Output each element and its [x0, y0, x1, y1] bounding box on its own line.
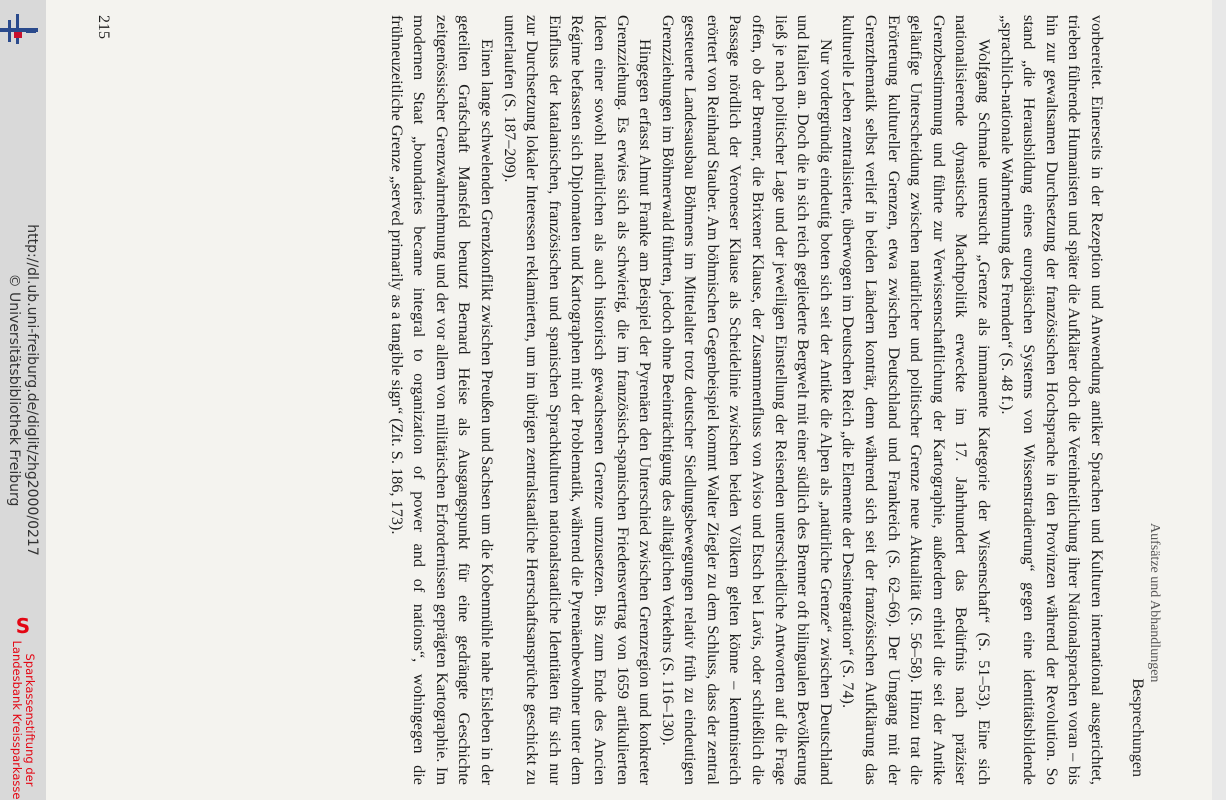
- source-url-strip: [0, 0, 46, 800]
- paragraph: Einen lange schwelenden Grenzkonflikt zwischen Preußen und Sachsen um die Kobenmühle nahe Eisleben in der geteilten Grafschaft Mansfeld benutzt Bernard Heise als Ausgangspunkt für eine gedrängte Geschichte zeitgenössischer Grenzwahrnehmung und der vor allem von militärischen Erfordernissen geprägten Kartographie. Im modernen Staat „boundaries became integral to organization of power and of nations“, wohingegen die frühneuzeitliche Grenze „served primarily as a tangible sign“ (Zit. S. 186, 173).: [387, 15, 497, 785]
- paragraph: Wolfgang Schmale untersucht „Grenze als immanente Kategorie der Wissenschaft“ (S. 51–53). Eine sich nationalisierende dynastische Machtpolitik erweckte im 17. Jahrhundert das Bedürfnis nach präziser Grenzbestimmung und führte zur Verwissenschaftlichung der Kartographie, außerdem erhielt die seit der Antike geläufige Unterscheidung zwischen natürlicher und politischer Grenze neue Aktualität (S. 56–58). Hinzu trat die Erörterung kultureller Grenzen, etwa zwischen Deutschland und Frankreich (S. 62–66). Der Umgang mit der Grenzthematik selbst verlief in beiden Ländern konträr, denn während sich seit der französischen Aufklärung das kulturelle Leben zentralisierte, überwogen im Deutschen Reich „die Elemente der Desintegration“ (S. 74).: [839, 15, 995, 785]
- sponsor-line-2: Landesbank Kreissparkasse: [10, 640, 24, 800]
- paragraph: Hingegen erfasst Almut Franke am Beispiel der Pyrenäen den Unterschied zwischen Grenzregion und konkreter Grenzziehung. Es erwies sich als schwierig, die im französisch-spanischen Friedensvertrag von 1659 artikulierten Ideen einer sowohl natürlichen als auch historisch gewachsenen Grenze umzusetzen. Bis zum Ende des Ancien Régime befassten sich Diplomaten und Kartographen mit der Problematik, während die Pyrenäenbewohner unter dem Einfluss der katalanischen, französischen und spanischen Sprachkulturen nationalstaatliche Identitäten für sich nur zur Durchsetzung lokaler Interessen reklamierten, um im übrigen zentralstaatliche Herrschaftsansprüche geschickt zu unterlaufen (S. 187–209).: [500, 15, 656, 785]
- sponsor-line-1: Sparkassenstiftung der: [23, 653, 37, 787]
- source-url[interactable]: [5, 224, 41, 555]
- viewer-right-strip: [1212, 0, 1226, 800]
- paragraph: Nur vordergründig eindeutig boten sich seit der Antike die Alpen als „natürliche Grenze“ zwischen Deutschland und Italien an. Doch die in sich reich gegliederte Bergwelt mit einer südlich des Brenner oft bilingualen Bevölkerung ließ je nach politischer Lage und der jeweiligen Einstellung der Reisenden unterschiedliche Antworten auf die Frage offen, ob der Brenner, die Brixener Klause, der Zusammenfluss von Aviso und Etsch bei Lavis, oder schließlich die Passage nördlich der Veroneser Klause als Scheidelinie zwischen beiden Völkern gelten könne – kenntnisreich erörtert von Reinhard Stauber. Am böhmischen Gegenbeispiel kommt Walter Ziegler zu dem Schluss, dass der zentral gesteuerte Landesausbau Böhmens im Mittelalter trotz deutscher Siedlungsbewegungen relativ früh zu eindeutigen Grenzziehungen im Böhmerwald führten, jedoch ohne Beeinträchtigung des alltäglichen Verkehrs (S. 116–130).: [658, 15, 836, 785]
- sponsor-text: [10, 641, 36, 800]
- sparkasse-icon: S: [15, 614, 31, 638]
- cut-off-header-text: Aufsätze und Abhandlungen: [1147, 523, 1162, 683]
- url-line[interactable]: http://dl.ub.uni-freiburg.de/diglit/zhg2000/0217: [24, 224, 40, 556]
- running-header: [1122, 23, 1162, 777]
- rotated-page-content: [72, 15, 1162, 785]
- header-title: Besprechungen: [1129, 678, 1146, 777]
- paragraph: vorbereitet. Einerseits in der Rezeption und Anwendung antiker Sprachen und Kulturen international ausgerichtet, trieben führende Humanisten und später die Aufklärer doch die Vereinheitlichung ihrer Nationalsprachen voran – bis hin zur gewaltsamen Durchsetzung der französischen Hochsprache in den Provinzen während der Revolution. So stand „die Herausbildung eines europäischen Systems von Wissenstradierung“ gegen eine identitätsbildende „sprachlich-nationale Wahrnehmung des Fremden“ (S. 48 f.).: [997, 15, 1107, 785]
- page-number: 215: [95, 15, 112, 39]
- sponsor-logo: [2, 610, 44, 800]
- copyright-line: © Universitätsbibliothek Freiburg: [6, 273, 22, 507]
- body-text: [132, 15, 1108, 785]
